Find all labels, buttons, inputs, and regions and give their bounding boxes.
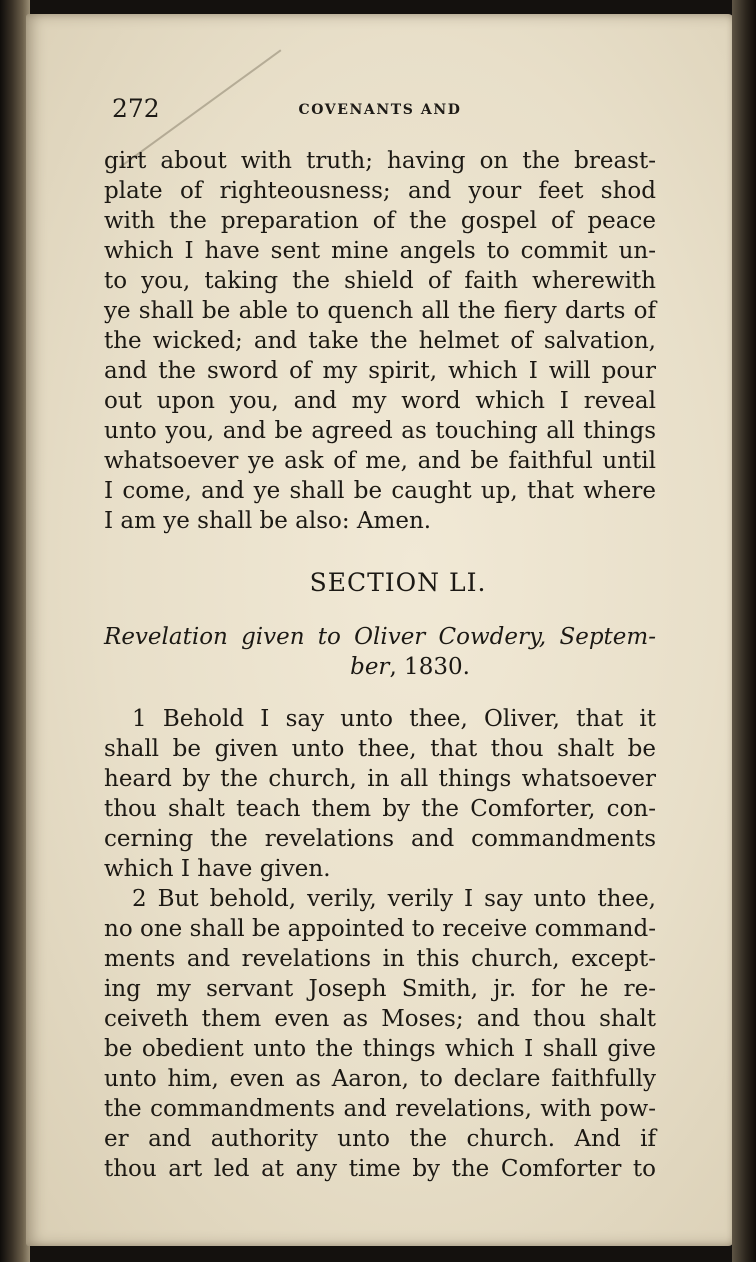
- text-line: thou shalt teach them by the Comforter, con-: [104, 796, 656, 822]
- page-edge-shadow: [732, 0, 756, 1262]
- subtitle-italic: ber: [350, 654, 390, 680]
- text-line: the commandments and revelations, with pow-: [104, 1096, 656, 1122]
- text-line: heard by the church, in all things whatsoever: [104, 766, 656, 792]
- text-line: out upon you, and my word which I reveal: [104, 388, 656, 414]
- verse-1: [104, 704, 656, 884]
- text-line: unto him, even as Aaron, to declare faithfully: [104, 1066, 656, 1092]
- text-line: er and authority unto the church. And if: [104, 1126, 656, 1152]
- text-line: ing my servant Joseph Smith, jr. for he re-: [104, 976, 656, 1002]
- text-line: which I have given.: [104, 856, 331, 882]
- page-number: 272: [112, 94, 160, 123]
- text-line: whatsoever ye ask of me, and be faithful until: [104, 448, 656, 474]
- section-subtitle: [104, 622, 656, 682]
- text-line: ye shall be able to quench all the fiery darts of: [104, 298, 656, 324]
- text-line: to you, taking the shield of faith wherewith: [104, 268, 656, 294]
- subtitle-date: , 1830.: [389, 654, 470, 680]
- text-line: be obedient unto the things which I shall give: [104, 1036, 656, 1062]
- text-line: ceiveth them even as Moses; and thou shalt: [104, 1006, 656, 1032]
- text-line: with the preparation of the gospel of peace: [104, 208, 656, 234]
- text-line: the wicked; and take the helmet of salvation,: [104, 328, 656, 354]
- page-header: [26, 94, 734, 134]
- subtitle-line: Revelation given to Oliver Cowdery, Septem-: [104, 624, 656, 650]
- continuation-paragraph: [104, 146, 656, 536]
- text-line: 1 Behold I say unto thee, Oliver, that it: [132, 706, 656, 732]
- text-line: no one shall be appointed to receive command-: [104, 916, 656, 942]
- text-line: unto you, and be agreed as touching all things: [104, 418, 656, 444]
- text-line: I come, and ye shall be caught up, that where: [104, 478, 656, 504]
- text-line: shall be given unto thee, that thou shalt be: [104, 736, 656, 762]
- subtitle-line: [104, 652, 656, 682]
- text-line: cerning the revelations and commandments: [104, 826, 656, 852]
- running-head: COVENANTS AND: [298, 102, 462, 118]
- text-line: ments and revelations in this church, except-: [104, 946, 656, 972]
- verse-2: [104, 884, 656, 1184]
- section-title: SECTION LI.: [309, 568, 487, 597]
- text-line: thou art led at any time by the Comforter to: [104, 1156, 656, 1182]
- text-line: I am ye shall be also: Amen.: [104, 508, 432, 534]
- text-line: 2 But behold, verily, verily I say unto thee,: [132, 886, 656, 912]
- text-line: plate of righteousness; and your feet shod: [104, 178, 656, 204]
- text-line: which I have sent mine angels to commit un-: [104, 238, 656, 264]
- page-body: [104, 146, 656, 1184]
- page-paper: [26, 14, 734, 1246]
- text-line: and the sword of my spirit, which I will pour: [104, 358, 656, 384]
- text-line: girt about with truth; having on the breast-: [104, 148, 656, 174]
